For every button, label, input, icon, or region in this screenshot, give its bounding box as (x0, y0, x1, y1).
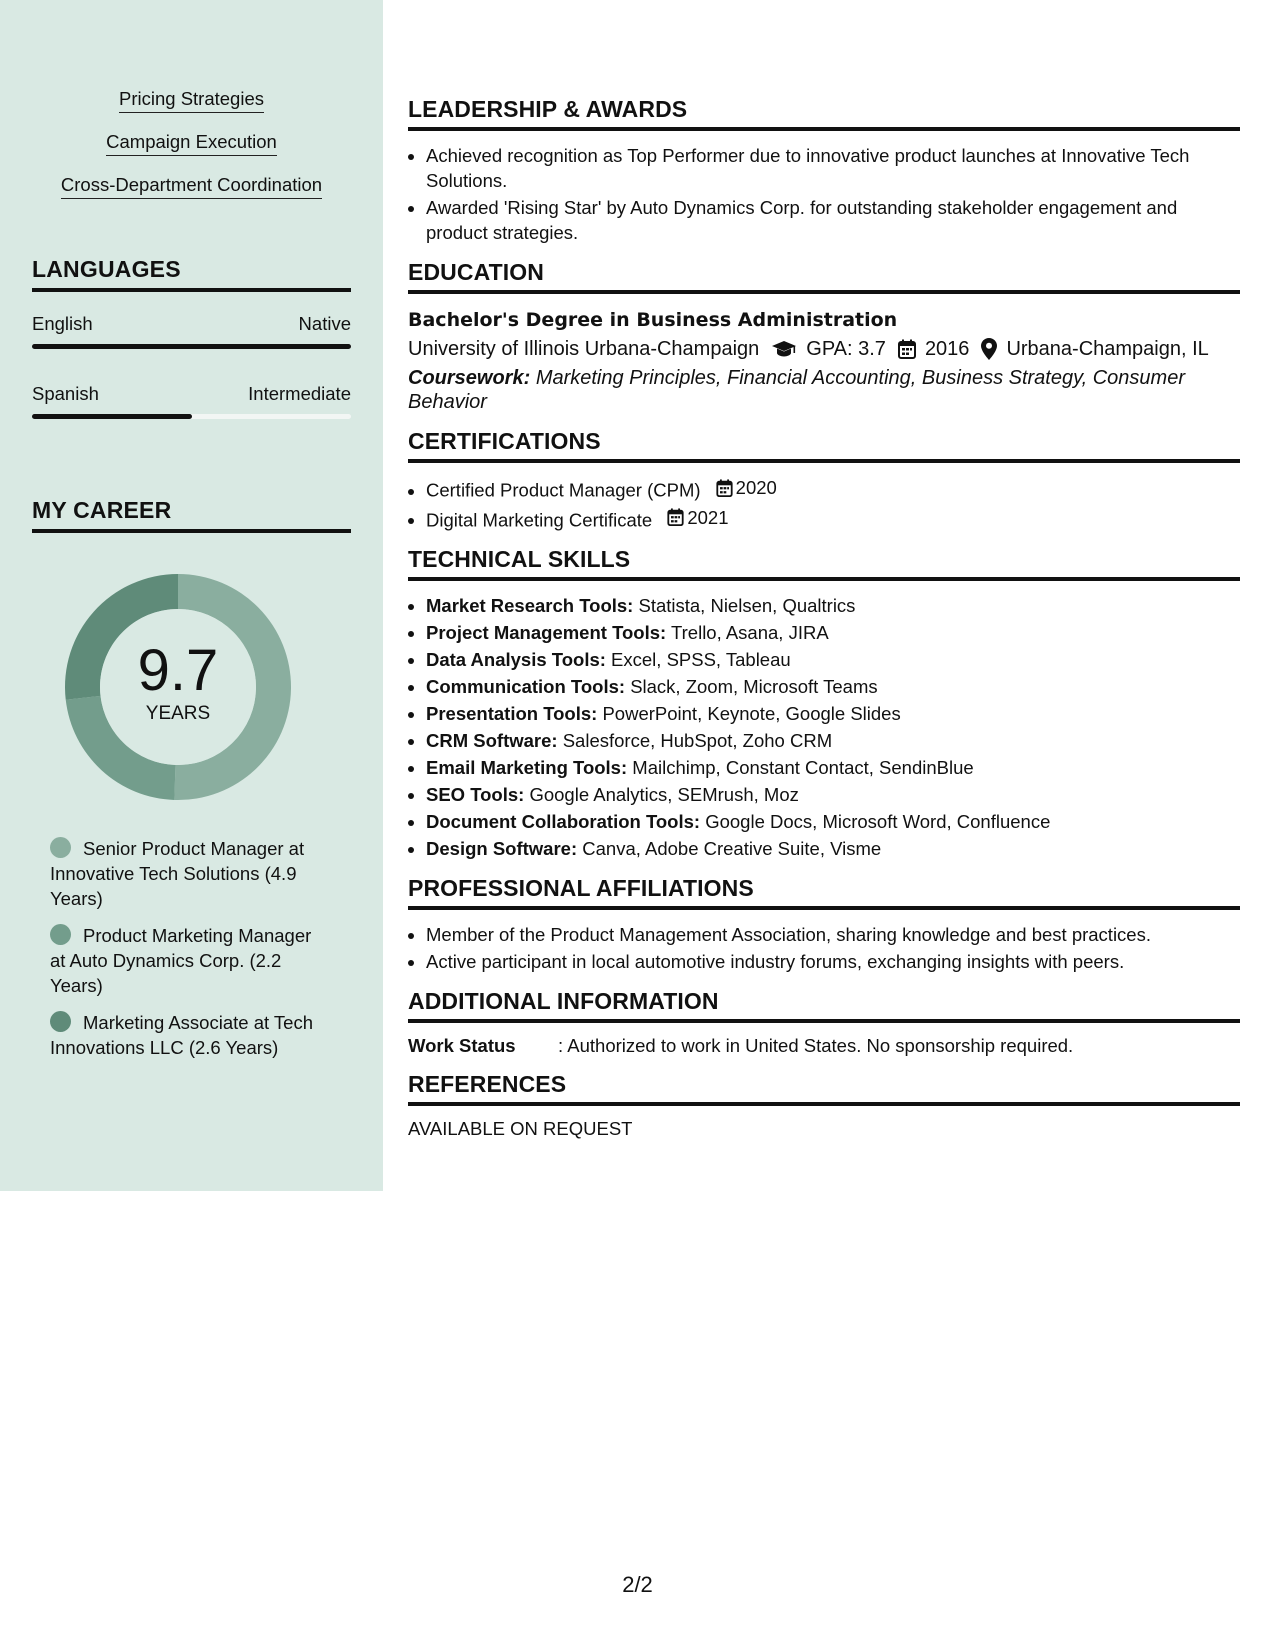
work-status-value: : Authorized to work in United States. No sponsorship required. (558, 1035, 1074, 1056)
skills-list (32, 86, 351, 215)
career-heading: MY CAREER (32, 497, 351, 533)
calendar-icon (667, 508, 684, 526)
coursework (408, 366, 1240, 414)
additional-info-section (408, 988, 1240, 1057)
language-name: Spanish (32, 383, 99, 404)
language-bar-fill (32, 344, 351, 349)
graduation-year: 2016 (924, 338, 970, 360)
skill-row: • SEO Tools: Google Analytics, SEMrush, Moz (426, 782, 1240, 807)
section-title: LEADERSHIP & AWARDS (408, 96, 1240, 131)
skill-row: • Data Analysis Tools: Excel, SPSS, Tableau (426, 647, 1240, 672)
coursework-label: Coursework: (408, 367, 531, 389)
degree-title: Bachelor's Degree in Business Administration (408, 309, 898, 331)
certification-item (426, 505, 1240, 533)
language-row-english (32, 313, 351, 335)
section-title: EDUCATION (408, 259, 1240, 294)
graduation-cap-icon (771, 340, 797, 358)
work-status-label: Work Status (408, 1035, 516, 1056)
section-title: ADDITIONAL INFORMATION (408, 988, 1240, 1023)
language-bar-english (32, 344, 351, 349)
affiliations-section (408, 875, 1240, 974)
skill-row: • Communication Tools: Slack, Zoom, Microsoft Teams (426, 674, 1240, 699)
education-details (408, 334, 1240, 364)
career-dot (50, 924, 71, 945)
career-total-unit: YEARS (145, 703, 211, 724)
career-list (50, 836, 330, 1072)
skill-row: • Document Collaboration Tools: Google Docs, Microsoft Word, Confluence (426, 809, 1240, 834)
section-title: CERTIFICATIONS (408, 428, 1240, 463)
skill-row: • Market Research Tools: Statista, Nielsen, Qualtrics (426, 593, 1240, 618)
skill-row: • Design Software: Canva, Adobe Creative Suite, Visme (426, 836, 1240, 861)
section-title: TECHNICAL SKILLS (408, 546, 1240, 581)
school-name: University of Illinois Urbana-Champaign (408, 338, 760, 360)
section-title: REFERENCES (408, 1071, 1240, 1106)
gpa: GPA: 3.7 (806, 338, 886, 360)
school-location: Urbana-Champaign, IL (1006, 338, 1209, 360)
list-item: • Achieved recognition as Top Performer due to innovative product launches at Innovative Tech Solutions. (426, 143, 1240, 193)
list-item: • Active participant in local automotive industry forums, exchanging insights with peers. (426, 949, 1240, 974)
coursework-value: Marketing Principles, Financial Accounting, Business Strategy, Consumer Behavior (408, 367, 1185, 413)
skill-row: • CRM Software: Salesforce, HubSpot, Zoho CRM (426, 728, 1240, 753)
skill-row: • Presentation Tools: PowerPoint, Keynote, Google Slides (426, 701, 1240, 726)
languages-heading: LANGUAGES (32, 256, 351, 292)
language-name: English (32, 313, 93, 334)
certification-year: 2020 (735, 477, 777, 498)
career-donut-chart (63, 572, 293, 802)
career-item: Marketing Associate at Tech Innovations LLC (2.6 Years) (50, 1012, 314, 1058)
language-level: Native (298, 313, 351, 334)
career-item: Senior Product Manager at Innovative Tech Solutions (4.9 Years) (50, 838, 305, 909)
calendar-icon (898, 339, 916, 359)
skill-item: Cross-Department Coordination (32, 172, 351, 199)
skill-item: Pricing Strategies (32, 86, 351, 113)
skill-item: Campaign Execution (32, 129, 351, 156)
page-number: 2/2 (622, 1572, 653, 1597)
section-title: PROFESSIONAL AFFILIATIONS (408, 875, 1240, 910)
career-dot (50, 837, 71, 858)
certification-item (426, 475, 1240, 503)
certification-year: 2021 (687, 506, 729, 528)
references-text: AVAILABLE ON REQUEST (408, 1118, 633, 1139)
career-total-years: 9.7 (137, 638, 219, 703)
list-item: • Awarded 'Rising Star' by Auto Dynamics Corp. for outstanding stakeholder engagement and product strategies. (426, 195, 1240, 245)
sidebar (0, 0, 383, 1191)
location-pin-icon (981, 338, 997, 360)
certification-name: Digital Marketing Certificate (426, 509, 653, 530)
career-item: Product Marketing Manager at Auto Dynamics Corp. (2.2 Years) (50, 925, 312, 996)
certifications-section (408, 428, 1240, 532)
language-bar-spanish (32, 414, 351, 419)
language-row-spanish (32, 383, 351, 405)
calendar-icon (716, 479, 733, 497)
list-item: • Member of the Product Management Association, sharing knowledge and best practices. (426, 922, 1240, 947)
leadership-section (408, 96, 1240, 245)
language-bar-fill (32, 414, 192, 419)
work-status-row (408, 1035, 1240, 1057)
skill-row: • Email Marketing Tools: Mailchimp, Constant Contact, SendinBlue (426, 755, 1240, 780)
references-section (408, 1071, 1240, 1140)
career-dot (50, 1011, 71, 1032)
education-section (408, 259, 1240, 414)
skill-row: • Project Management Tools: Trello, Asana, JIRA (426, 620, 1240, 645)
language-level: Intermediate (248, 383, 351, 404)
certification-name: Certified Product Manager (CPM) (426, 479, 701, 501)
technical-skills-section (408, 546, 1240, 861)
main-content (408, 96, 1240, 1154)
